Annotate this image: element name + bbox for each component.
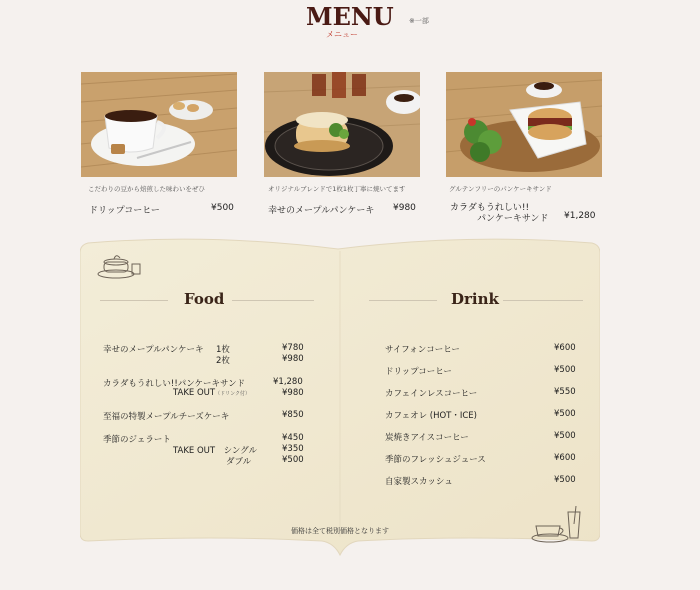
food-heading: Food <box>184 290 225 308</box>
drinks-icon <box>530 504 586 548</box>
food-item-price: ¥980 <box>282 388 304 398</box>
food-item-name: TAKE OUT シングル <box>173 446 257 456</box>
featured-item-price: ¥980 <box>393 203 416 213</box>
drink-item-price: ¥500 <box>554 409 576 419</box>
featured-caption: こだわりの豆から焙煎した味わいをぜひ <box>88 185 205 193</box>
drink-item-name: カフェオレ (HOT・ICE) <box>385 411 477 421</box>
food-item-size: 2枚 <box>216 356 230 366</box>
drink-item-name: カフェインレスコーヒー <box>385 389 478 399</box>
cake-icon <box>96 250 148 284</box>
food-item-name: 幸せのメープルパンケーキ <box>103 345 204 355</box>
drink-item-name: ドリップコーヒー <box>385 367 452 377</box>
drink-item-name: 炭焼きアイスコーヒー <box>385 433 469 443</box>
food-item-name: ダブル <box>226 457 252 467</box>
drink-item-name: サイフォンコーヒー <box>385 345 460 355</box>
drink-rule-right <box>503 300 583 301</box>
featured-item-price: ¥500 <box>211 203 234 213</box>
featured-caption: オリジナルブレンドで1枚1枚丁寧に焼いてます <box>268 185 406 193</box>
drink-rule-left <box>369 300 437 301</box>
drink-item-price: ¥550 <box>554 387 576 397</box>
food-item-price: ¥780 <box>282 343 304 353</box>
coffee-photo <box>81 72 237 177</box>
food-item-price: ¥980 <box>282 354 304 364</box>
header-note: ※一部 <box>409 17 429 25</box>
food-item-name <box>173 388 250 398</box>
takeout-note: （ドリンク付） <box>215 391 251 397</box>
drink-item-price: ¥600 <box>554 343 576 353</box>
drink-item-price: ¥500 <box>554 475 576 485</box>
featured-item-price: ¥1,280 <box>564 211 596 221</box>
drink-item-price: ¥600 <box>554 453 576 463</box>
drink-heading: Drink <box>451 290 499 308</box>
page-subtitle: メニュー <box>326 30 358 39</box>
food-item-name: 至福の特製メープルチーズケーキ <box>103 412 230 422</box>
food-item-size: 1枚 <box>216 345 230 355</box>
food-rule-left <box>100 300 168 301</box>
sandwich-photo <box>446 72 602 177</box>
tax-footnote: 価格は全て税別価格となります <box>291 527 389 535</box>
food-item-name: 季節のジェラート <box>103 435 171 445</box>
featured-item-name: カラダもうれしい!! <box>450 203 530 213</box>
takeout-label: TAKE OUT <box>173 388 216 398</box>
pancake-photo <box>264 72 420 177</box>
featured-item-name: 幸せのメープルパンケーキ <box>268 206 375 216</box>
food-item-price: ¥1,280 <box>273 377 303 387</box>
food-item-price: ¥500 <box>282 455 304 465</box>
food-rule-right <box>232 300 314 301</box>
featured-caption: グルテンフリーのパンケーキサンド <box>449 185 552 193</box>
drink-item-name: 季節のフレッシュジュース <box>385 455 486 465</box>
food-item-price: ¥450 <box>282 433 304 443</box>
page-title: MENU <box>306 2 394 31</box>
food-item-name: カラダもうれしい!!パンケーキサンド <box>103 379 246 389</box>
featured-item-name: パンケーキサンド <box>477 214 549 224</box>
food-item-price: ¥850 <box>282 410 304 420</box>
food-item-price: ¥350 <box>282 444 304 454</box>
drink-item-price: ¥500 <box>554 431 576 441</box>
drink-item-price: ¥500 <box>554 365 576 375</box>
featured-item-name: ドリップコーヒー <box>89 206 160 216</box>
drink-item-name: 自家製スカッシュ <box>385 477 453 487</box>
